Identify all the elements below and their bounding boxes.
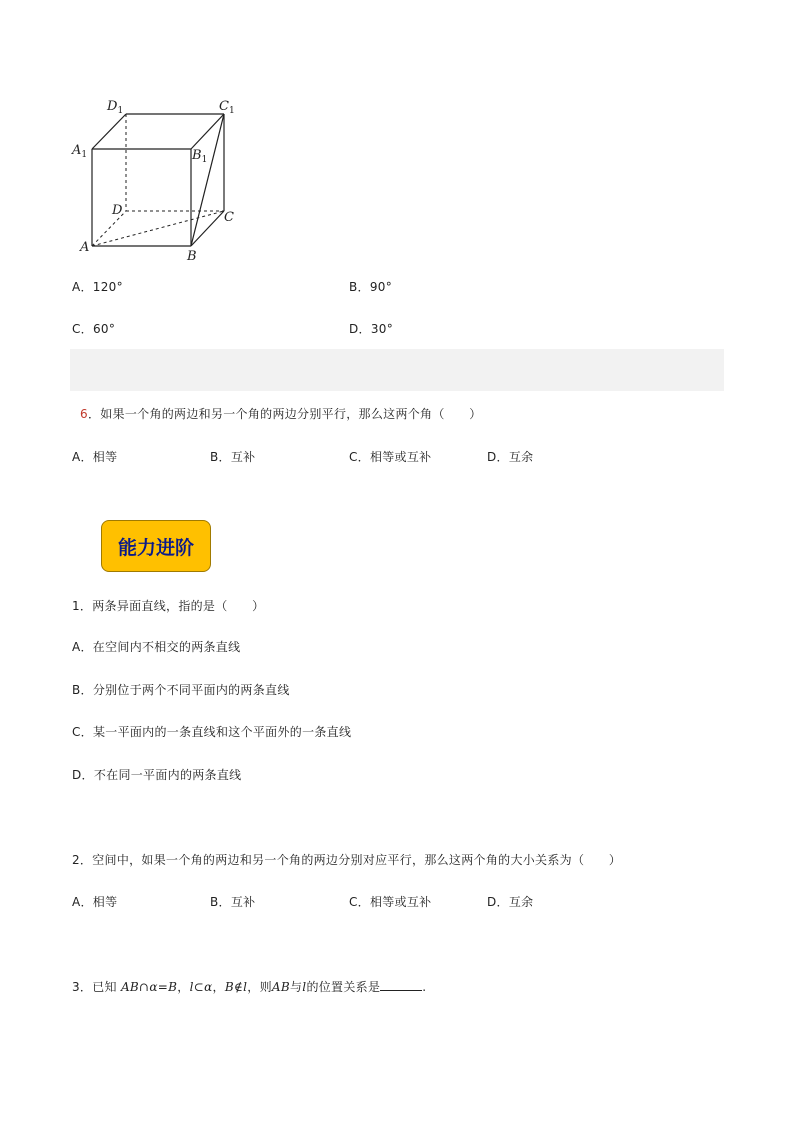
answer-band [70,349,724,391]
adv-q3-sep1: ， [177,980,190,994]
label-b: B [187,249,197,264]
adv-q1-option-a[interactable]: A．在空间内不相交的两条直线 [72,640,241,654]
cube-figure [66,92,256,268]
adv-q3-suffix: 的位置关系是 [306,980,381,994]
diagonal-bc1 [191,114,224,246]
adv-q3-expr2: l⊂α [189,980,213,994]
label-c: C [224,210,234,225]
adv-q1-option-b[interactable]: B．分别位于两个不同平面内的两条直线 [72,683,290,697]
label-a1: $A_1$ [72,143,88,160]
adv-q3-expr1: AB∩α=B [120,980,178,994]
adv-q3-prefix: 3．已知 [72,980,117,994]
section-badge-label: 能力进阶 [117,536,194,559]
adv-q3-stem [72,978,426,995]
adv-q1-stem: 1．两条异面直线，指的是（ ） [72,599,265,613]
adv-q1-option-c[interactable]: C．某一平面内的一条直线和这个平面外的一条直线 [72,725,352,739]
adv-q1-option-d[interactable]: D．不在同一平面内的两条直线 [72,768,242,782]
label-d: D [112,203,123,218]
q5-option-a[interactable]: A．120° [72,280,123,294]
adv-q2-option-b[interactable]: B．互补 [210,895,256,909]
label-d1: $D_1$ [107,99,124,116]
q6-number: 6 [80,407,88,421]
adv-q3-end: . [422,980,427,994]
adv-q3-answer-blank[interactable] [380,979,422,991]
label-a: A [80,240,90,255]
adv-q2-stem: 2．空间中，如果一个角的两边和另一个角的两边分别对应平行，那么这两个角的大小关系为（ ） [72,853,622,867]
q5-option-c[interactable]: C．60° [72,322,116,336]
q6-option-c[interactable]: C．相等或互补 [349,450,432,464]
edge-a1d1 [92,114,126,149]
adv-q3-mid: ，则 [247,980,272,994]
label-c1: $C_1$ [219,99,235,116]
q6-text: ．如果一个角的两边和另一个角的两边分别平行，那么这两个角（ ） [87,407,482,421]
adv-q3-sep2: ， [212,980,225,994]
adv-q2-option-d[interactable]: D．互余 [487,895,534,909]
q6-stem [80,405,482,422]
adv-q3-expr3: B∉l [224,980,248,994]
q5-option-d[interactable]: D．30° [349,322,394,336]
adv-q3-with: 与 [289,980,303,994]
q5-option-b[interactable]: B．90° [349,280,393,294]
adv-q2-option-a[interactable]: A．相等 [72,895,118,909]
q6-option-a[interactable]: A．相等 [72,450,118,464]
adv-q3-ab: AB [271,980,290,994]
adv-q2-option-c[interactable]: C．相等或互补 [349,895,432,909]
q6-option-d[interactable]: D．互余 [487,450,534,464]
section-badge [101,520,211,572]
label-b1: $B_1$ [192,148,208,165]
adv-q3-l: l [302,980,307,994]
q6-option-b[interactable]: B．互补 [210,450,256,464]
